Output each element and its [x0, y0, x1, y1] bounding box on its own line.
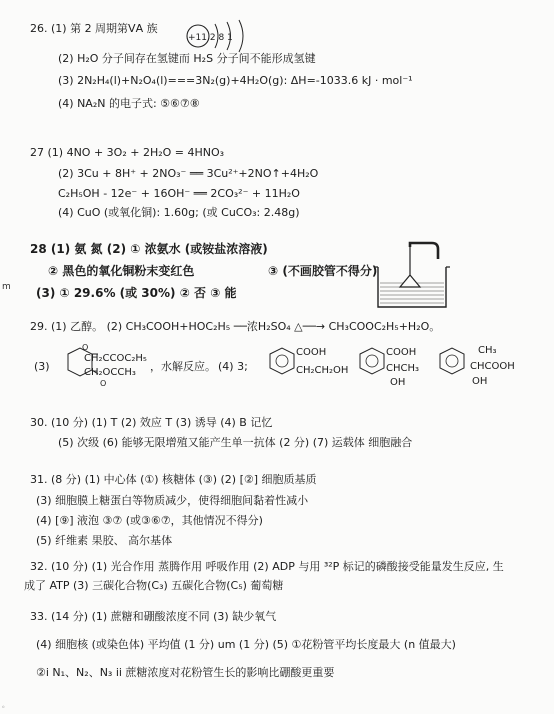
q28-line-3: (3) ① 29.6% (或 30%) ② 否 ③ 能 — [36, 286, 237, 300]
q30-line-2: (5) 次级 (6) 能够无限增殖又能产生单一抗体 (2 分) (7) 运载体 细胞融合 — [58, 436, 413, 449]
q26-line-2: (2) H₂O 分子间存在氢键而 H₂S 分子间不能形成氢键 — [58, 52, 316, 65]
q32-line-1: 32. (10 分) (1) 光合作用 蒸腾作用 呼吸作用 (2) ADP 与用 ³²P 标记的磷酸接受能量发生反应, 生 — [30, 560, 504, 573]
ester-structure-o-top: O — [82, 343, 89, 352]
q29-part4: (4) 3; — [218, 360, 248, 373]
q31-line-2: (3) 细胞膜上糖蛋白等物质减少，使得细胞间黏着性减小 — [36, 494, 309, 507]
structure-4-group-c: OH — [472, 376, 488, 387]
sodium-atom-structure-diagram — [183, 18, 253, 54]
q27-line-2: (2) 3Cu + 8H⁺ + 2NO₃⁻ ══ 3Cu²⁺+2NO↑+4H₂O — [58, 167, 319, 180]
atom-label: +11 2 8 1 — [188, 33, 233, 43]
structure-3-group-b: CHCH₃ — [386, 363, 420, 374]
q27-line-1: 27 (1) 4NO + 3O₂ + 2H₂O = 4HNO₃ — [30, 146, 225, 159]
q26-line-3: (3) 2N₂H₄(l)+N₂O₄(l)===3N₂(g)+4H₂O(g): ΔH=-1033.6 kJ · mol⁻¹ — [58, 74, 413, 87]
structure-3-group-c: OH — [390, 377, 406, 388]
structure-4-group-a: CH₃ — [478, 345, 497, 356]
structure-2-group-a: COOH — [296, 347, 327, 358]
q33-line-3: ②i N₁、N₂、N₃ ii 蔗糖浓度对花粉管生长的影响比硼酸更重要 — [36, 666, 335, 679]
structure-3-group-a: COOH — [386, 347, 417, 358]
q28-line-1: 28 (1) 氨 氮 (2) ① 浓氨水 (或铵盐浓溶液) — [30, 242, 268, 256]
q32-line-2: 成了 ATP (3) 三碳化合物(C₃) 五碳化合物(C₅) 葡萄糖 — [24, 579, 284, 592]
structure-4-group-b: CHCOOH — [470, 361, 515, 372]
q31-line-1: 31. (8 分) (1) 中心体 (①) 核糖体 (③) (2) [②] 细胞质基质 — [30, 473, 317, 486]
structure-2-group-b: CH₂CH₂OH — [296, 365, 349, 376]
q33-line-1: 33. (14 分) (1) 蔗糖和硼酸浓度不同 (3) 缺少氧气 — [30, 610, 277, 623]
q31-line-3: (4) [⑨] 液泡 ③⑦ (或③⑥⑦，其他情况不得分) — [36, 514, 263, 527]
q33-line-2: (4) 细胞核 (或染色体) 平均值 (1 分) um (1 分) (5) ①花粉管平均长度最大 (n 值最大) — [36, 638, 456, 651]
corner-mark: 。 — [2, 701, 9, 709]
q27-line-3: C₂H₅OH - 12e⁻ + 16OH⁻ ══ 2CO₃²⁻ + 11H₂O — [58, 187, 300, 200]
q27-line-4: (4) CuO (或氧化铜): 1.60g; (或 CuCO₃: 2.48g) — [58, 206, 300, 219]
q29-part3-prefix: (3) — [34, 360, 50, 373]
gas-absorption-beaker-diagram — [370, 237, 462, 311]
margin-mark: m — [2, 282, 11, 292]
q28-line-2b: ③ (不画胶管不得分) — [268, 264, 378, 278]
q30-line-1: 30. (10 分) (1) T (2) 效应 T (3) 诱导 (4) B 记忆 — [30, 416, 273, 429]
q29-line-1: 29. (1) 乙醇。 (2) CH₃COOH+HOC₂H₅ ──浓H₂SO₄ △──→ CH₃COOC₂H₅+H₂O。 — [30, 320, 441, 333]
q31-line-4: (5) 纤维素 果胶、 高尔基体 — [36, 534, 173, 547]
ester-structure-bottom: CH₂OCCH₃ — [84, 367, 136, 378]
q26-line-4: (4) NA₂N 的电子式: ⑤⑥⑦⑧ — [58, 97, 200, 110]
ester-structure-o-bottom: O — [100, 379, 107, 388]
benzene-ring-structure-4 — [432, 342, 472, 382]
q28-line-2: ② 黑色的氧化铜粉末变红色 — [48, 264, 195, 278]
q26-line-1: 26. (1) 第 2 周期第ⅤA 族 — [30, 22, 158, 35]
ester-structure-top: CH₂CCOC₂H₅ — [84, 353, 147, 364]
q29-hydrolysis: ，水解反应。 — [150, 360, 216, 373]
